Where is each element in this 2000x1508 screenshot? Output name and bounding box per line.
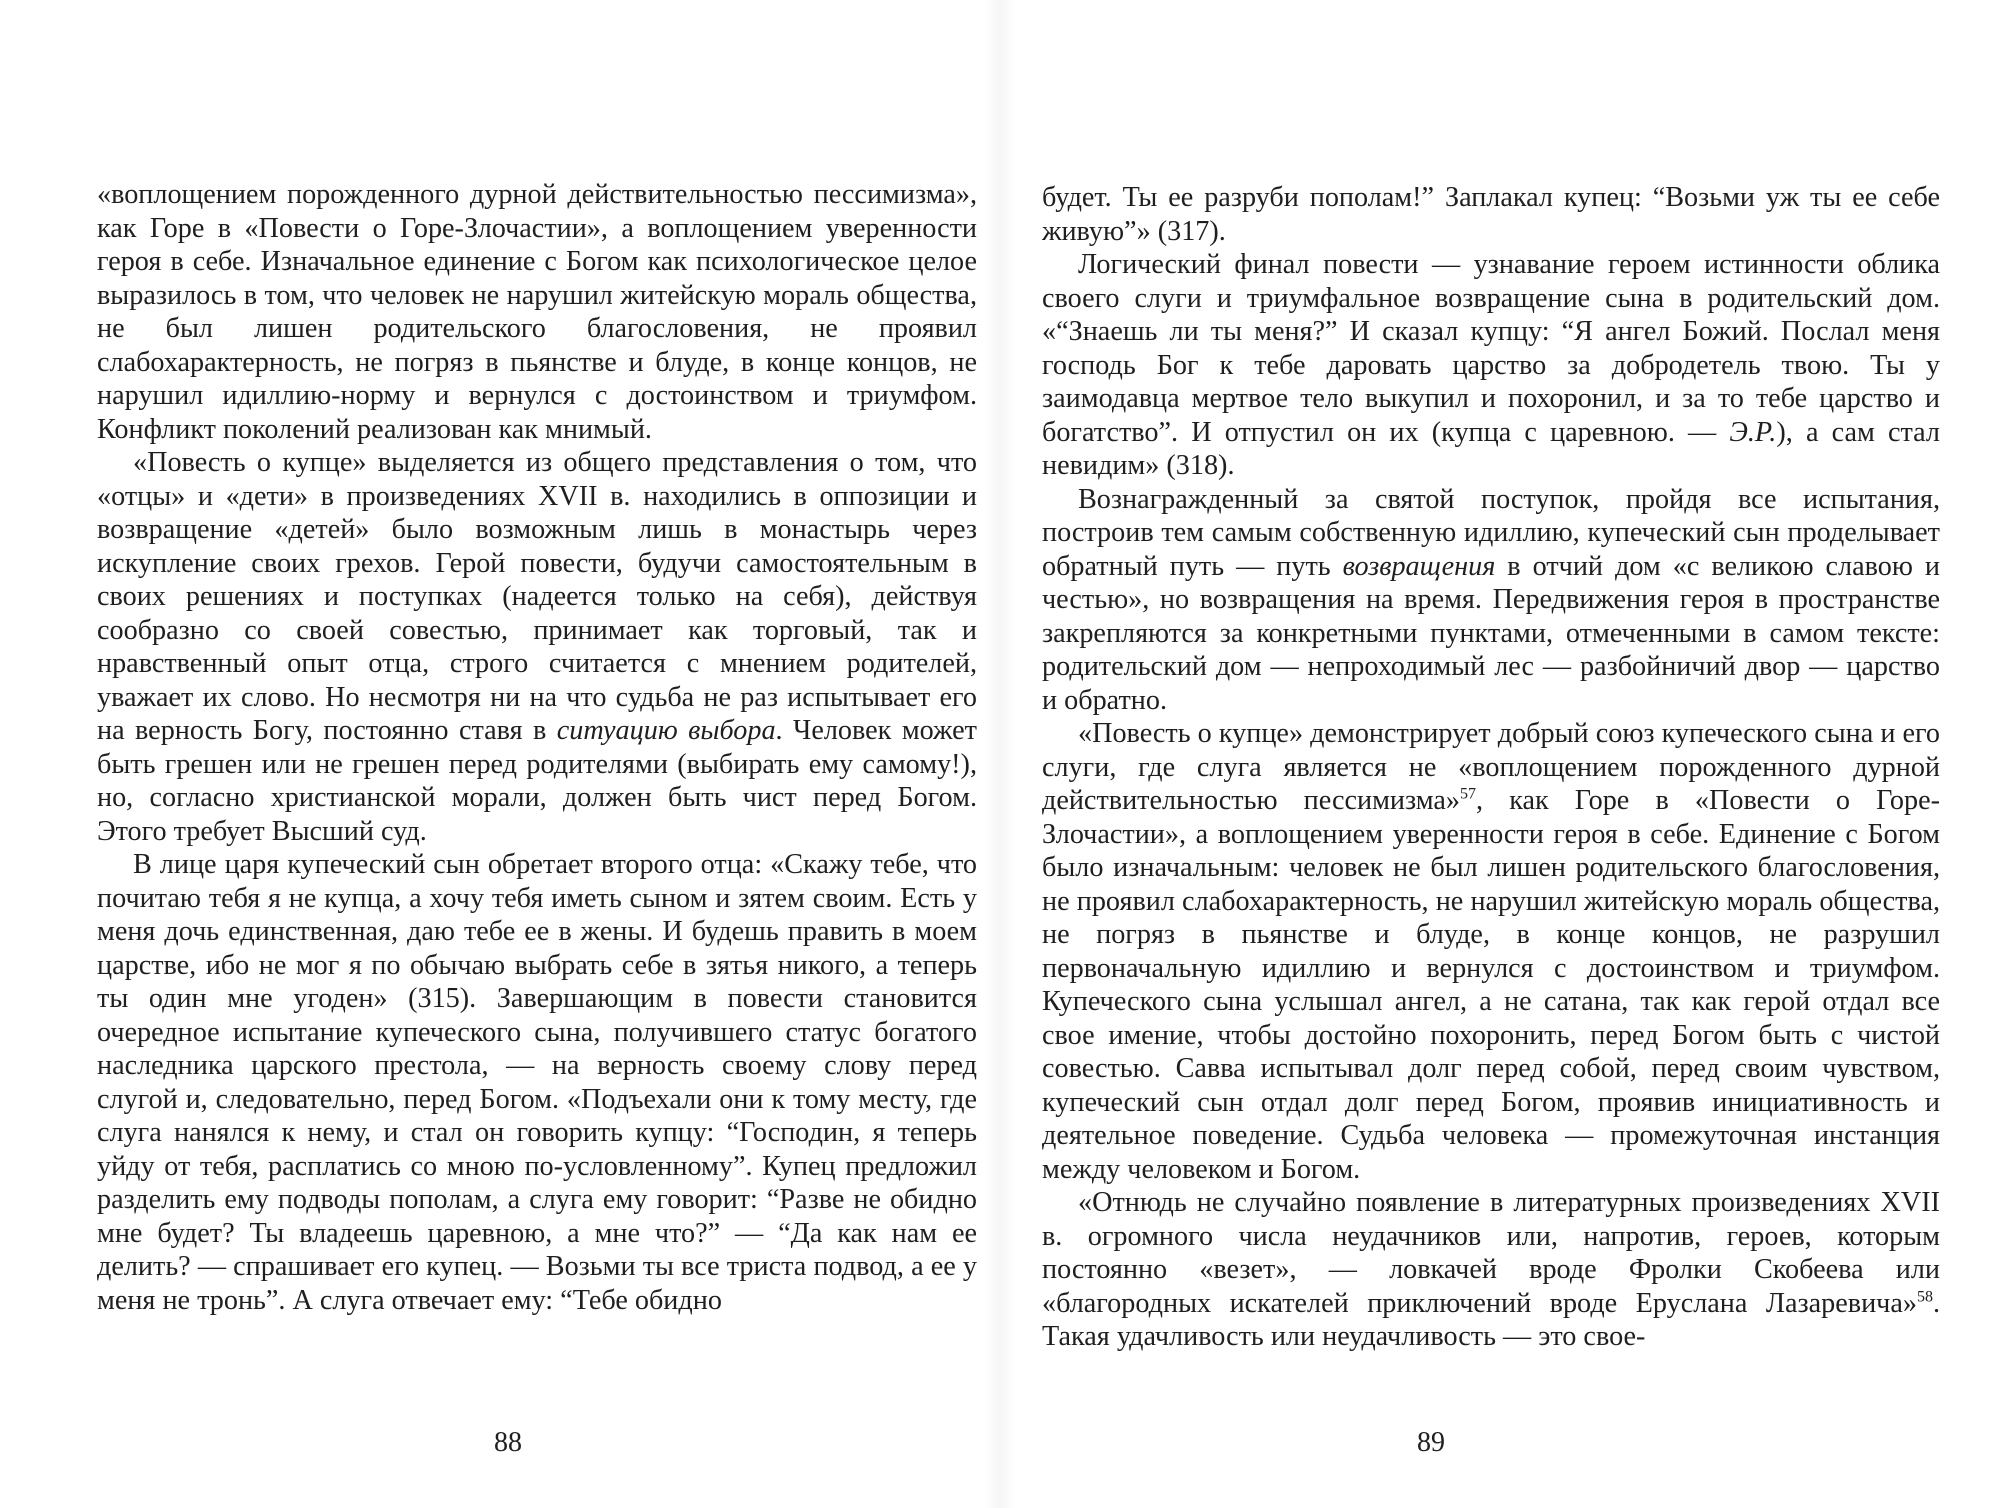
paragraph: В лице царя купеческий сын обретает второго отца: «Скажу тебе, что почитаю тебя я не купца, а хочу тебя иметь сыном и зятем своим. Есть у меня дочь единственная, даю тебе ее в жены. И будешь править в моем царстве, ибо не мог я по обычаю выбрать себе в зятья никого, а теперь ты один мне угоден» (315). Завершающим в повести становится очередное испытание купеческого сына, получившего статус богатого наследника царского престола, — на верность своему слову перед слугой и, следовательно, перед Богом. «Подъехали они к тому месту, где слуга нанялся к нему, и стал он говорить купцу: “Господин, я теперь уйду от тебя, расплатись со мною по-условленному”. Купец предложил разделить ему подводы пополам, а слуга ему говорит: “Разве не обидно мне будет? Ты владеешь царевною, а мне что?” — “Да как нам ее делить? — спрашивает его купец. — Возьми ты все триста подвод, а ее у меня не тронь”. А слуга отвечает ему: “Тебе обидно <box>97 849 977 1316</box>
emphasis-text: ситуацию выбора <box>556 715 776 746</box>
paragraph <box>1042 717 1940 1186</box>
paragraph-text: «Повесть о купце» демонстрирует добрый союз купеческого сына и его слуги, где слуга является не «воплощением порожденного дурной действительностью пессимизма» <box>1042 718 1940 816</box>
footnote-marker[interactable]: 57 <box>1460 785 1476 803</box>
page-number: 89 <box>1417 1427 1445 1458</box>
paragraph-text: «Отнюдь не случайно появление в литературных произведениях XVII в. огромного числа неудачников или, напротив, героев, которым постоянно «везет», — ловкачей вроде Фролки Скобеева или «благородных искателей приключений вроде Еруслана Лазаревича» <box>1042 1187 1940 1319</box>
emphasis-text: возвращения <box>1342 550 1496 582</box>
paragraph-text: Логический финал повести — узнавание героем истинности облика своего слуги и триумфальное возвращение сына в родительский дом. «“Знаешь ли ты меня?” И сказал купцу: “Я ангел Божий. Послал меня господь Бог к тебе даровать царство за добродетель твою. Ты у заимодавца мертвое тело выкупил и похоронил, и за то тебе царство и богатство”. И отпустил он их (купца с царевною. — <box>1042 249 1940 448</box>
paragraph-text: «Повесть о купце» выделяется из общего представления о том, что «отцы» и «дети» в произведениях XVII в. находились в оппозиции и возвращение «детей» было возможным лишь в монастырь через искупление своих грехов. Герой повести, будучи самостоятельным в своих решениях и поступках (надеется только на себя), действуя сообразно со своей совестью, принимает как торговый, так и нравственный опыт отца, строго считается с мнением родителей, уважает их слово. Но несмотря ни на что судьба не раз испытывает его на верность Богу, постоянно ставя в <box>97 447 977 746</box>
paragraph-text: в отчий дом «с великою славою и честью», но возвращения на время. Передвижения героя в пространстве закрепляются за конкретными пунктами, отмеченными в самом тексте: родительский дом — непроходимый лес — разбойничий двор — царство и обратно. <box>1042 550 1940 716</box>
paragraph <box>1042 248 1940 483</box>
paragraph <box>97 446 977 848</box>
paragraph-text: , как Горе в «Повести о Горе-Злочастии», а воплощением уверенности героя в себе. Единение с Богом было изначальным: человек не был лишен родительского благословения, не проявил слабохарактерность, не нарушил житейскую мораль общества, не погряз в пьянстве и блуде, в конце концов, не разрушил первоначальную идиллию и вернулся с достоинством и триумфом. Купеческого сына услышал ангел, а не сатана, так как герой отдал все свое имение, чтобы достойно похоронить, перед Богом быть с чистой совестью. Савва испытывал долг перед собой, перед своим чувством, купеческий сын отдал долг перед Богом, проявив инициативность и деятельное поведение. Судьба человека — промежуточная инстанция между человеком и Богом. <box>1042 785 1940 1185</box>
paragraph: «воплощением порожденного дурной действительностью пессимизма», как Горе в «Повести о Горе-Злочастии», а воплощением уверенности героя в себе. Изначальное единение с Богом как психологическое целое выразилось в том, что человек не нарушил житейскую мораль общества, не был лишен родительского благословения, не проявил слабохарактерность, не погряз в пьянстве и блуде, в конце концов, не нарушил идиллию-норму и вернулся с достоинством и триумфом. Конфликт поколений реализован как мнимый. <box>97 179 977 445</box>
paragraph-text: Вознагражденный за святой поступок, пройдя все испытания, построив тем самым собственную идиллию, купеческий сын проделывает обратный путь — путь <box>1042 483 1940 582</box>
paragraph: будет. Ты ее разруби пополам!” Заплакал купец: “Возьми уж ты ее себе живую”» (317). <box>1042 182 1940 247</box>
right-page-text <box>1042 181 1940 1354</box>
paragraph <box>1042 483 1940 718</box>
right-page <box>1000 0 2000 1508</box>
paragraph-text: ), а сам стал невидим» (318). <box>1042 416 1940 481</box>
paragraph-text: . Человек может быть грешен или не грешен перед родителями (выбирать ему самому!), но, согласно христианской морали, должен быть чист перед Богом. Этого требует Высший суд. <box>97 715 977 847</box>
paragraph-text: . Такая удачливость или неудачливость — это свое- <box>1042 1287 1940 1352</box>
paragraph <box>1042 1186 1940 1354</box>
page-number: 88 <box>494 1427 522 1458</box>
emphasis-text: Э.Р. <box>1729 416 1777 448</box>
left-page-text <box>97 178 977 1317</box>
footnote-marker[interactable]: 58 <box>1916 1288 1933 1306</box>
